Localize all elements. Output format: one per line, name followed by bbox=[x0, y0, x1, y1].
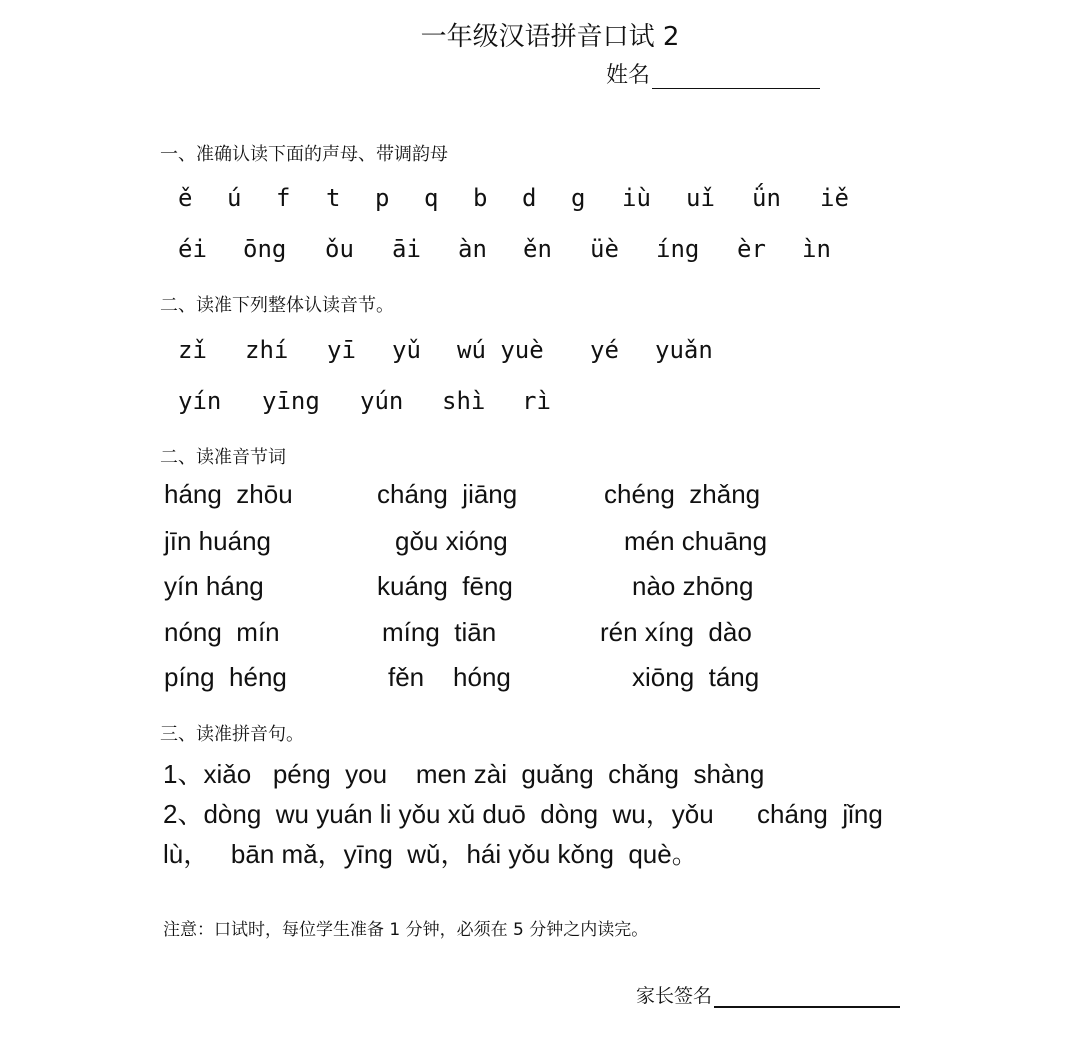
initial-final-item: g bbox=[571, 184, 586, 212]
sentence-line-2: 2、dòng wu yuán li yǒu xǔ duō dòng wu，yǒu cháng jǐng bbox=[163, 799, 883, 829]
syllable-item: rì bbox=[522, 387, 551, 415]
initial-final-item: q bbox=[424, 184, 439, 212]
signature-label: 家长签名 bbox=[636, 985, 713, 1007]
section1-heading: 一、准确认读下面的声母、带调韵母 bbox=[160, 144, 448, 165]
syllable-item: wú yuè bbox=[457, 336, 544, 364]
initial-final-item: f bbox=[276, 184, 291, 212]
syllable-word: míng tiān bbox=[382, 617, 497, 647]
initial-final-item: ěn bbox=[523, 235, 552, 263]
initial-final-item: iù bbox=[622, 184, 651, 212]
syllable-word: fěn hóng bbox=[388, 662, 511, 692]
syllable-word: nóng mín bbox=[164, 617, 280, 647]
syllable-word: háng zhōu bbox=[164, 479, 293, 509]
syllable-word: mén chuāng bbox=[624, 526, 768, 556]
syllable-item: yī bbox=[327, 336, 356, 364]
initial-final-item: éi bbox=[178, 235, 207, 263]
name-field bbox=[606, 58, 820, 89]
section2-heading: 二、读准下列整体认读音节。 bbox=[160, 295, 394, 316]
initial-final-item: iě bbox=[820, 184, 849, 212]
section4-heading: 三、读准拼音句。 bbox=[160, 724, 304, 745]
page-title: 一年级汉语拼音口试 2 bbox=[420, 22, 680, 52]
syllable-item: yuǎn bbox=[655, 336, 713, 364]
initial-final-item: ōng bbox=[243, 235, 287, 263]
syllable-word: kuáng fēng bbox=[377, 571, 513, 601]
syllable-item: yún bbox=[360, 387, 404, 415]
syllable-word: jīn huáng bbox=[164, 526, 271, 556]
note-text: 注意：口试时，每位学生准备 1 分钟，必须在 5 分钟之内读完。 bbox=[163, 920, 649, 940]
parent-signature-field bbox=[636, 981, 900, 1008]
initial-final-item: ú bbox=[227, 184, 242, 212]
initial-final-item: ǘn bbox=[752, 184, 781, 212]
section3-heading: 二、读准音节词 bbox=[160, 447, 286, 468]
initial-final-item: üè bbox=[590, 235, 619, 263]
initial-final-item: uǐ bbox=[686, 184, 715, 212]
syllable-item: shì bbox=[442, 387, 486, 415]
signature-blank-line bbox=[714, 986, 900, 1008]
initial-final-item: ǒu bbox=[325, 235, 354, 263]
initial-final-item: àn bbox=[458, 235, 487, 263]
syllable-word: yín háng bbox=[164, 571, 264, 601]
syllable-word: píng héng bbox=[164, 662, 287, 692]
name-blank-line bbox=[652, 66, 820, 89]
initial-final-item: t bbox=[326, 184, 341, 212]
syllable-item: zhí bbox=[245, 336, 289, 364]
syllable-word: chéng zhǎng bbox=[604, 479, 761, 509]
syllable-word: cháng jiāng bbox=[377, 479, 518, 509]
syllable-item: zǐ bbox=[178, 336, 207, 364]
initial-final-item: d bbox=[522, 184, 537, 212]
syllable-word: rén xíng dào bbox=[600, 617, 752, 647]
syllable-word: xiōng táng bbox=[632, 662, 760, 692]
initial-final-item: ě bbox=[178, 184, 193, 212]
syllable-word: nào zhōng bbox=[632, 571, 754, 601]
sentence-line-3: lù， bān mǎ，yīng wǔ，hái yǒu kǒng què。 bbox=[163, 839, 698, 869]
initial-final-item: íng bbox=[656, 235, 700, 263]
syllable-word: gǒu xióng bbox=[395, 526, 508, 556]
initial-final-item: ìn bbox=[802, 235, 831, 263]
name-label: 姓名 bbox=[606, 63, 651, 88]
initial-final-item: p bbox=[375, 184, 390, 212]
sentence-line-1: 1、xiǎo péng you men zài guǎng chǎng shàng bbox=[163, 759, 765, 789]
syllable-item: yín bbox=[178, 387, 222, 415]
syllable-item: yīng bbox=[262, 387, 320, 415]
initial-final-item: b bbox=[473, 184, 488, 212]
syllable-item: yé bbox=[590, 336, 619, 364]
initial-final-item: āi bbox=[392, 235, 421, 263]
syllable-item: yǔ bbox=[392, 336, 421, 364]
initial-final-item: èr bbox=[737, 235, 766, 263]
